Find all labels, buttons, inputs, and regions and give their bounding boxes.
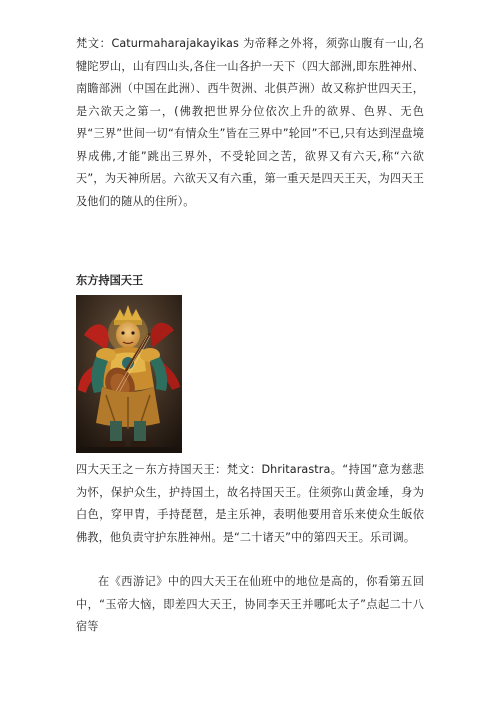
heavenly-king-painting	[76, 295, 182, 453]
intro-paragraph: 梵文：Caturmaharajakayikas 为帝释之外将，须弥山腹有一山,名犍陀罗山，山有四山头,各住一山各护一天下（四大部洲,即东胜神州、南瞻部洲（中国在此洲）、西牛贺洲、北俱芦洲）故又称护世四天王，是六欲天之第一，(佛教把世界分位依次上升的欲界、色界、无色界“三界”世间一切“有情众生”皆在三界中”轮回”不已,只有达到涅盘境界成佛,才能”跳出三界外，不受轮回之苦，欲界又有六天,称“六欲天”，为天神所居。六欲天又有六重，第一重天是四天王天，为四天王及他们的随从的住所）。	[76, 37, 424, 208]
section-heading: 东方持国天王	[76, 274, 144, 287]
description-paragraph: 四大天王之－东方持国天王：梵文：Dhritarastra。“持国”意为慈悲为怀，保护众生，护持国土，故名持国天王。住须弥山黄金埵，身为白色，穿甲胄，手持琵琶，是主乐神，表明他要用音乐来使众生皈依佛教，他负责守护东胜神州。是“二十诸天”中的第四天王。乐司调。	[76, 463, 424, 544]
journey-paragraph: 在《西游记》中的四大天王在仙班中的地位是高的，你看第五回中，“玉帝大恼，即差四大天王，协同李天王并哪吒太子”点起二十八宿等	[76, 575, 424, 633]
